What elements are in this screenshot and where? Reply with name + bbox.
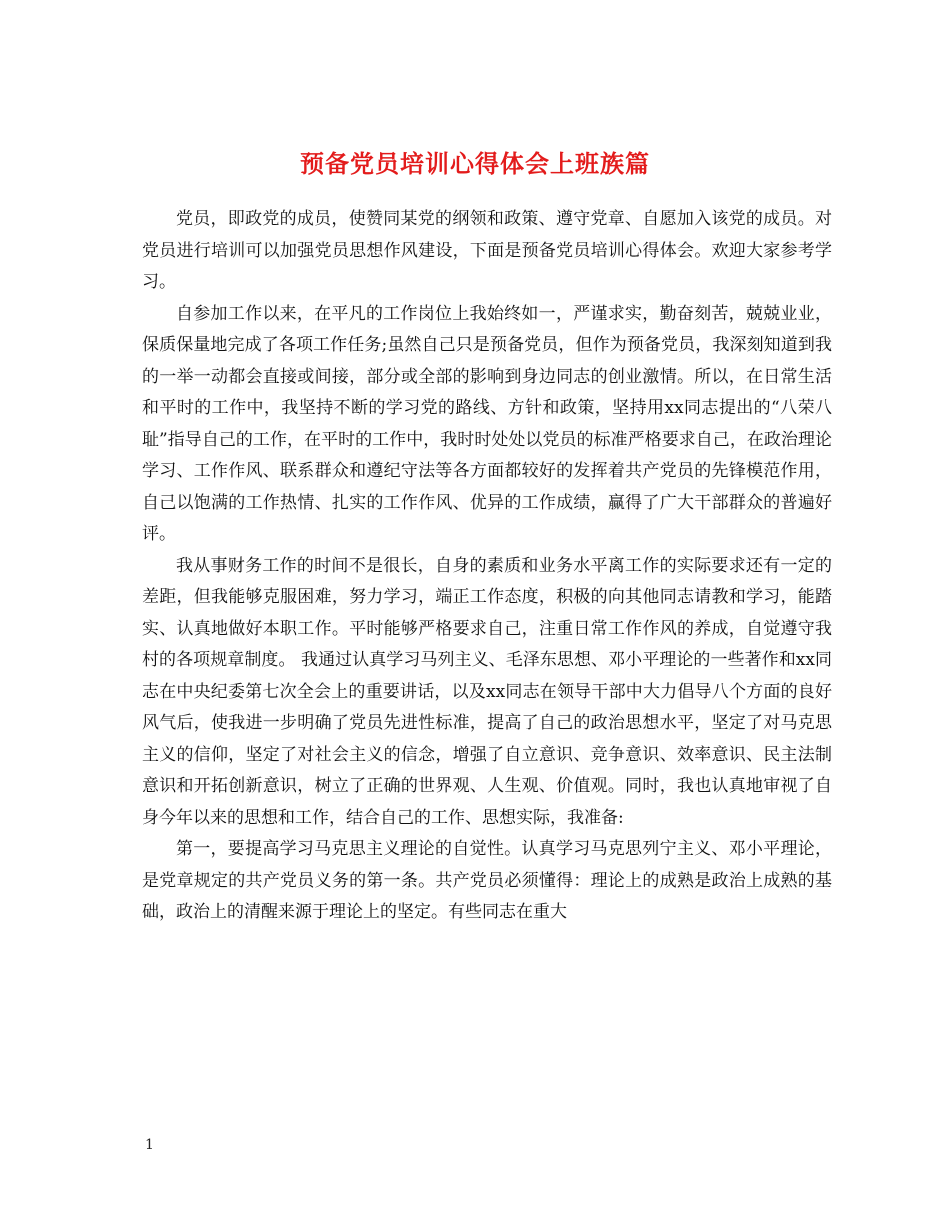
- document-title: 预备党员培训心得体会上班族篇: [300, 149, 650, 179]
- paragraph-work-attitude: 自参加工作以来，在平凡的工作岗位上我始终如一，严谨求实，勤奋刻苦，兢兢业业，保质保量地完成了各项工作任务;虽然自己只是预备党员，但作为预备党员，我深刻知道到我的一举一动都会直接或间接，部分或全部的影响到身边同志的创业激情。所以，在日常生活和平时的工作中，我坚持不断的学习党的路线、方针和政策，坚持用xx同志提出的“八荣八耻”指导自己的工作，在平时的工作中，我时时处处以党员的标准严格要求自己，在政治理论学习、工作作风、联系群众和遵纪守法等各方面都较好的发挥着共产党员的先锋模范作用，自己以饱满的工作热情、扎实的工作作风、优异的工作成绩，赢得了广大干部群众的普遍好评。: [142, 303, 832, 544]
- page-number: 1: [145, 1137, 154, 1153]
- paragraph-intro: 党员，即政党的成员，使赞同某党的纲领和政策、遵守党章、自愿加入该党的成员。对党员进行培训可以加强党员思想作风建设，下面是预备党员培训心得体会。欢迎大家参考学习。: [142, 209, 832, 292]
- paragraph-first-point: 第一，要提高学习马克思主义理论的自觉性。认真学习马克思列宁主义、邓小平理论，是党章规定的共产党员义务的第一条。共产党员必须懂得：理论上的成熟是政治上成熟的基础，政治上的清醒来源于理论上的坚定。有些同志在重大: [142, 839, 832, 922]
- document-body: [142, 204, 832, 929]
- paragraph-finance-work: 我从事财务工作的时间不是很长，自身的素质和业务水平离工作的实际要求还有一定的差距，但我能够克服困难，努力学习，端正工作态度，积极的向其他同志请教和学习，能踏实、认真地做好本职工作。平时能够严格要求自己，注重日常工作作风的养成，自觉遵守我村的各项规章制度。 我通过认真学习马列主义、毛泽东思想、邓小平理论的一些著作和xx同志在中央纪委第七次全会上的重要讲话，以及xx同志在领导干部中大力倡导八个方面的良好风气后，使我进一步明确了党员先进性标准，提高了自己的政治思想水平，坚定了对马克思主义的信仰，坚定了对社会主义的信念，增强了自立意识、竞争意识、效率意识、民主法制意识和开拓创新意识，树立了正确的世界观、人生观、价值观。同时，我也认真地审视了自身今年以来的思想和工作，结合自己的工作、思想实际，我准备:: [142, 555, 832, 828]
